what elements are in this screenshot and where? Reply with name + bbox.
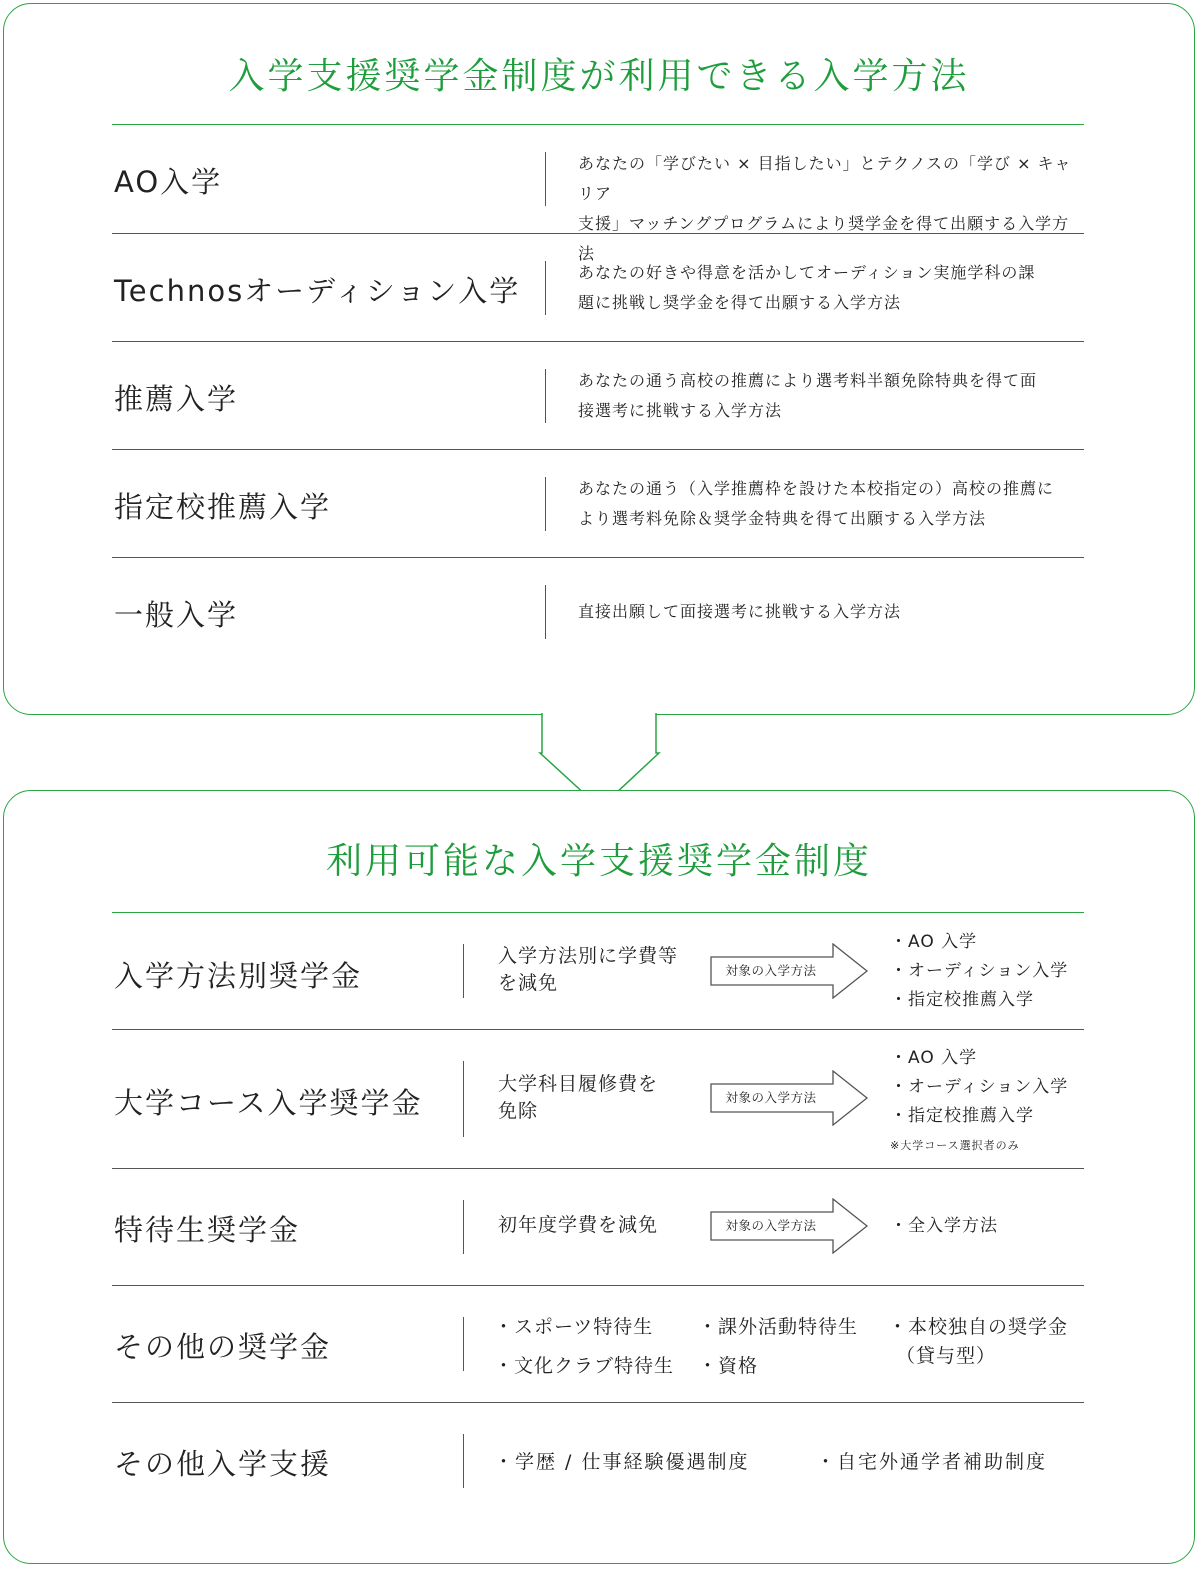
column-divider <box>545 369 546 423</box>
scholarship-description <box>498 943 678 997</box>
target-method-item: ・ AO 入学 <box>890 1044 1068 1073</box>
description-line: あなたの通う（入学推薦枠を設けた本校指定の）高校の推薦に <box>578 479 1055 498</box>
target-methods-list <box>890 928 1068 1015</box>
other-scholarship-item: ・本校独自の奨学金 <box>888 1316 1069 1338</box>
description-line: を減免 <box>498 972 559 994</box>
column-divider <box>463 1317 464 1371</box>
description-line: 大学科目履修費を <box>498 1073 659 1095</box>
target-note: ※大学コース選択者のみ <box>890 1139 1020 1152</box>
target-method-item: ・ オーディション入学 <box>890 1073 1068 1102</box>
column-divider <box>463 1434 464 1488</box>
admission-row-general <box>112 557 1084 665</box>
description-line: 入学方法別に学費等 <box>498 945 679 967</box>
other-scholarships-name: その他の奨学金 <box>114 1330 332 1364</box>
description-line: 接選考に挑戦する入学方法 <box>578 401 783 420</box>
other-scholarship-item: （貸与型） <box>896 1345 997 1367</box>
description-line: 初年度学費を減免 <box>498 1214 659 1236</box>
scholarship-name: 特待生奨学金 <box>114 1213 301 1247</box>
scholarship-name: 大学コース入学奨学金 <box>114 1086 423 1120</box>
column-divider <box>545 152 546 206</box>
target-methods-list <box>890 1044 1068 1131</box>
column-divider <box>463 944 464 998</box>
target-methods-arrow <box>710 943 870 1003</box>
admission-method-description <box>578 258 1035 318</box>
column-divider <box>545 477 546 531</box>
description-line: 直接出願して面接選考に挑戦する入学方法 <box>578 602 902 621</box>
other-support-item: ・学歴 / 仕事経験優遇制度 <box>494 1451 750 1473</box>
other-support-row <box>112 1402 1084 1519</box>
target-method-item: ・ AO 入学 <box>890 928 1068 957</box>
description-line: 支援」マッチングプログラムにより奨学金を得て出願する入学方法 <box>578 214 1070 263</box>
admission-row-ao <box>112 124 1084 263</box>
other-support-name: その他入学支援 <box>114 1447 332 1481</box>
scholarship-row-by-method <box>112 912 1084 1029</box>
scholarship-row-university-course <box>112 1029 1084 1168</box>
scholarship-name: 入学方法別奨学金 <box>114 959 363 993</box>
target-method-item: ・ 指定校推薦入学 <box>890 986 1068 1015</box>
target-methods-list <box>890 1212 998 1241</box>
column-divider <box>463 1061 464 1137</box>
description-line: より選考料免除＆奨学金特典を得て出願する入学方法 <box>578 509 987 528</box>
description-line: 題に挑戦し奨学金を得て出願する入学方法 <box>578 293 902 312</box>
admission-method-name: Technosオーディション入学 <box>114 274 521 308</box>
scholarship-description <box>498 1071 658 1125</box>
scholarship-description <box>498 1212 658 1239</box>
target-method-item: ・ 全入学方法 <box>890 1212 998 1241</box>
target-methods-arrow <box>710 1070 870 1130</box>
other-scholarships-row <box>112 1285 1084 1402</box>
target-methods-arrow <box>710 1198 870 1258</box>
target-methods-label: 対象の入学方法 <box>725 1090 817 1105</box>
other-scholarship-item: ・文化クラブ特待生 <box>494 1355 675 1377</box>
other-scholarship-item: ・課外活動特待生 <box>698 1316 859 1338</box>
description-line: あなたの「学びたい × 目指したい」とテクノスの「学び × キャリア <box>578 154 1072 203</box>
admission-method-name: AO入学 <box>114 165 223 199</box>
admission-method-description <box>578 474 1054 534</box>
description-line: 免除 <box>498 1100 539 1122</box>
target-methods-label: 対象の入学方法 <box>725 963 817 978</box>
admission-method-description <box>578 366 1037 426</box>
scholarships-title: 利用可能な入学支援奨学金制度 <box>325 841 872 882</box>
admission-row-designated-school <box>112 449 1084 557</box>
admission-method-name: 一般入学 <box>114 598 239 632</box>
column-divider <box>463 1200 464 1254</box>
admission-row-audition <box>112 233 1084 341</box>
admission-row-recommendation <box>112 341 1084 449</box>
admission-method-name: 指定校推薦入学 <box>114 490 332 524</box>
target-methods-label: 対象の入学方法 <box>725 1218 817 1233</box>
admission-method-name: 推薦入学 <box>114 382 239 416</box>
other-scholarship-item: ・資格 <box>698 1355 759 1377</box>
description-line: あなたの通う高校の推薦により選考料半額免除特典を得て面 <box>578 371 1038 390</box>
admission-methods-title: 入学支援奨学金制度が利用できる入学方法 <box>228 56 970 97</box>
target-method-item: ・ 指定校推薦入学 <box>890 1102 1068 1131</box>
admission-method-description <box>578 597 901 627</box>
other-support-item: ・自宅外通学者補助制度 <box>816 1451 1048 1473</box>
column-divider <box>545 585 546 639</box>
column-divider <box>545 261 546 315</box>
scholarship-row-special-student <box>112 1168 1084 1285</box>
target-method-item: ・ オーディション入学 <box>890 957 1068 986</box>
description-line: あなたの好きや得意を活かしてオーディション実施学科の課 <box>578 263 1036 282</box>
other-scholarship-item: ・スポーツ特待生 <box>494 1316 654 1338</box>
